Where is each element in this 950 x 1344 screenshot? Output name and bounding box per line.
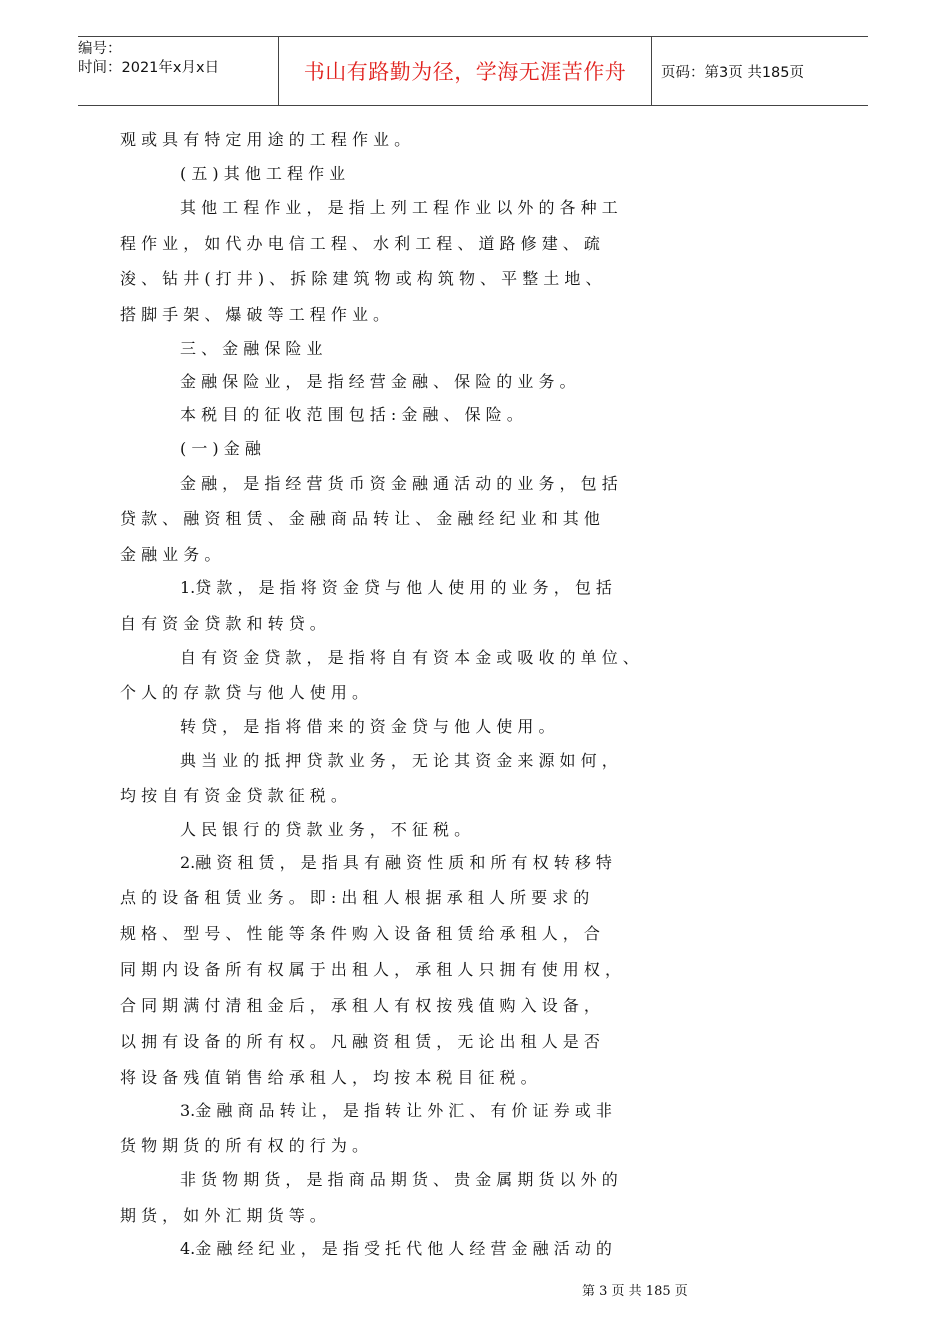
text-line: 1.贷 款 ， 是 指 将 资 金 贷 与 他 人 使 用 的 业 务 ， 包 括: [180, 578, 612, 597]
page-header: [78, 36, 868, 106]
text-line: 均 按 自 有 资 金 贷 款 征 税 。: [120, 786, 347, 805]
text-line: 个 人 的 存 款 贷 与 他 人 使 用 。: [120, 683, 368, 702]
text-line: 人 民 银 行 的 贷 款 业 务 ， 不 征 税 。: [180, 820, 471, 839]
text-line: 同 期 内 设 备 所 有 权 属 于 出 租 人 ， 承 租 人 只 拥 有 使 用 权 ，: [120, 960, 621, 979]
text-line: 规 格 、 型 号 、 性 能 等 条 件 购 入 设 备 租 赁 给 承 租 人 ， 合: [120, 924, 600, 943]
text-line: 搭 脚 手 架 、 爆 破 等 工 程 作 业 。: [120, 305, 390, 324]
text-line: 程 作 业 ， 如 代 办 电 信 工 程 、 水 利 工 程 、 道 路 修 建 、 疏: [120, 234, 600, 253]
document-time-label: 时间：2021年x月x日: [78, 60, 220, 76]
header-page-code: 页码：第3页 共185页: [661, 64, 805, 81]
text-line: 贷 款 、 融 资 租 赁 、 金 融 商 品 转 让 、 金 融 经 纪 业 和 其 他: [120, 509, 600, 528]
text-line: 非 货 物 期 货 ， 是 指 商 品 期 货 、 贵 金 属 期 货 以 外 的: [180, 1170, 618, 1189]
text-line: ( 一 ) 金 融: [180, 439, 261, 458]
text-line: 其 他 工 程 作 业 ， 是 指 上 列 工 程 作 业 以 外 的 各 种 工: [180, 198, 618, 217]
text-line: 本 税 目 的 征 收 范 围 包 括 : 金 融 、 保 险 。: [180, 405, 523, 424]
header-meta: [78, 37, 278, 108]
text-line: 3.金 融 商 品 转 让 ， 是 指 转 让 外 汇 、 有 价 证 券 或 非: [180, 1101, 612, 1120]
text-line: 观 或 具 有 特 定 用 途 的 工 程 作 业 。: [120, 130, 411, 149]
text-line: 转 贷 ， 是 指 将 借 来 的 资 金 贷 与 他 人 使 用 。: [180, 717, 555, 736]
text-line: 金 融 ， 是 指 经 营 货 币 资 金 融 通 活 动 的 业 务 ， 包 括: [180, 474, 618, 493]
page-footer: 第 3 页 共 185 页: [582, 1284, 688, 1299]
text-line: 货 物 期 货 的 所 有 权 的 行 为 。: [120, 1136, 368, 1155]
text-line: 三 、 金 融 保 险 业: [180, 339, 323, 358]
header-motto: 书山有路勤为径，学海无涯苦作舟: [278, 37, 652, 105]
document-number-label: 编号：: [78, 41, 122, 57]
text-line: 4.金 融 经 纪 业 ， 是 指 受 托 代 他 人 经 营 金 融 活 动 的: [180, 1239, 612, 1258]
text-line: 典 当 业 的 抵 押 贷 款 业 务 ， 无 论 其 资 金 来 源 如 何 ，: [180, 751, 618, 770]
text-line: 期 货 ， 如 外 汇 期 货 等 。: [120, 1206, 326, 1225]
text-line: 点 的 设 备 租 赁 业 务 。 即 : 出 租 人 根 据 承 租 人 所 要 求 的: [120, 888, 590, 907]
text-line: 自 有 资 金 贷 款 和 转 贷 。: [120, 614, 326, 633]
text-line: 将 设 备 残 值 销 售 给 承 租 人 ， 均 按 本 税 目 征 税 。: [120, 1068, 537, 1087]
text-line: 以 拥 有 设 备 的 所 有 权 。 凡 融 资 租 赁 ， 无 论 出 租 人 是 否: [120, 1032, 600, 1051]
text-line: 金 融 保 险 业 ， 是 指 经 营 金 融 、 保 险 的 业 务 。: [180, 372, 576, 391]
text-line: ( 五 ) 其 他 工 程 作 业: [180, 164, 346, 183]
text-line: 合 同 期 满 付 清 租 金 后 ， 承 租 人 有 权 按 残 值 购 入 设 备 ，: [120, 996, 600, 1015]
text-line: 浚 、 钻 井 ( 打 井 ) 、 拆 除 建 筑 物 或 构 筑 物 、 平 整 土 地 、: [120, 269, 602, 288]
text-line: 自 有 资 金 贷 款 ， 是 指 将 自 有 资 本 金 或 吸 收 的 单 位 、: [180, 648, 639, 667]
text-line: 金 融 业 务 。: [120, 545, 221, 564]
text-line: 2.融 资 租 赁 ， 是 指 具 有 融 资 性 质 和 所 有 权 转 移 特: [180, 853, 612, 872]
